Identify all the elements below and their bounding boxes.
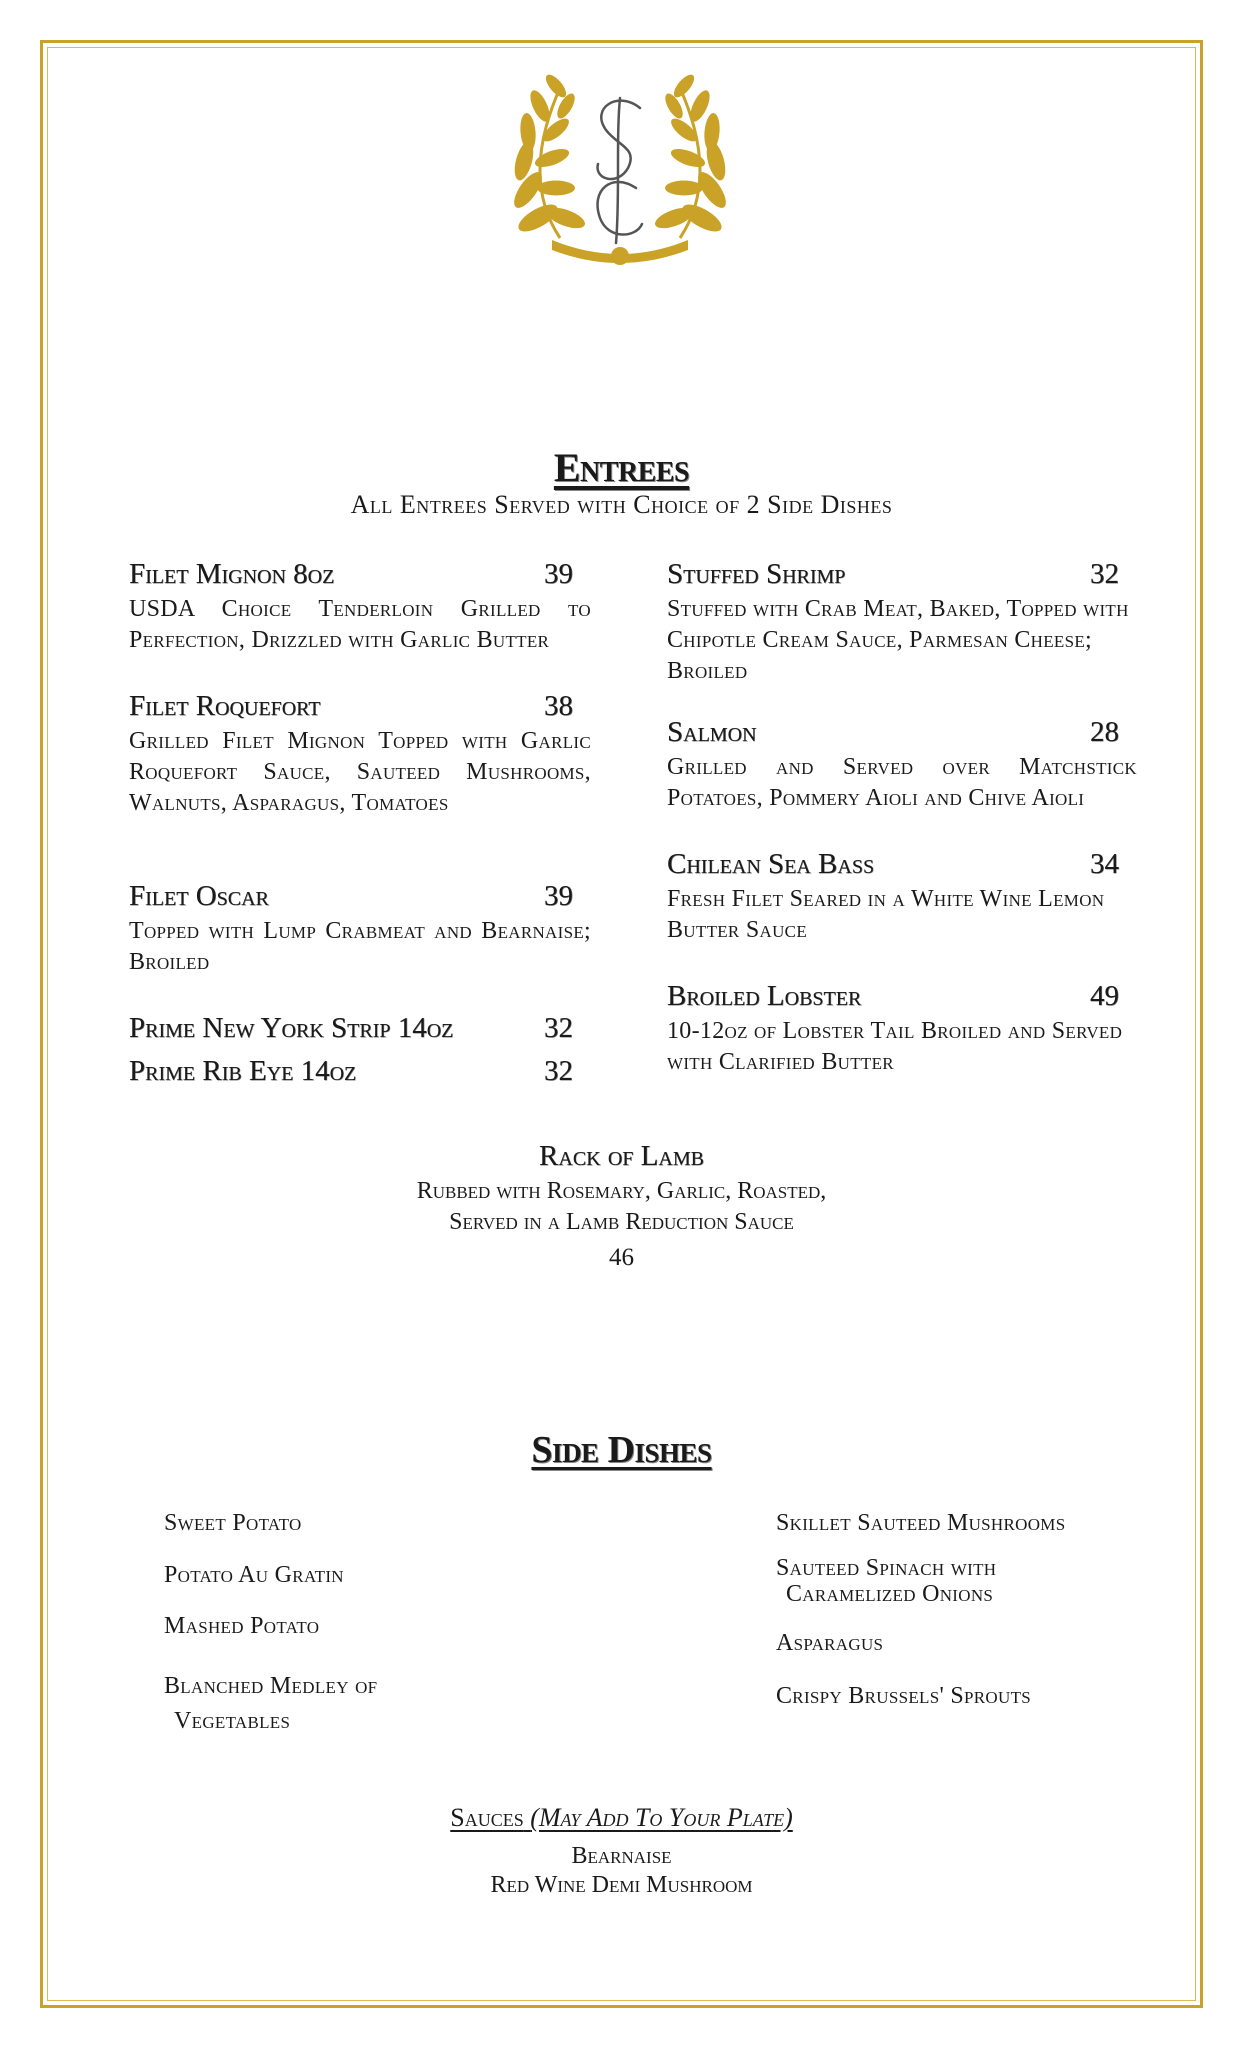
entree-item [667,848,1137,946]
entree-price: 32 [544,1012,573,1044]
side-dish-label: Blanched Medley of [164,1673,378,1699]
side-dish-label: Asparagus [776,1630,884,1656]
featured-entree-desc-line1: Rubbed with Rosemary, Garlic, Roasted, [416,1178,827,1204]
featured-entree-name: Rack of Lamb [539,1140,704,1172]
sauce-item: Bearnaise [571,1843,672,1869]
laurel-wreath-monogram-icon [490,68,750,288]
entree-price: 32 [544,1055,573,1087]
side-dish-label-cont: Caramelized Onions [786,1581,994,1607]
entree-price: 28 [1090,716,1119,748]
sauces-heading [0,1803,1243,1833]
entree-name: Prime New York Strip 14oz [129,1012,454,1044]
side-dish-label: Sauteed Spinach with [776,1555,997,1581]
side-dish-item [164,1669,377,1739]
entree-name: Filet Oscar [129,880,269,912]
side-dish-item [776,1555,996,1607]
entree-description: 10-12oz of Lobster Tail Broiled and Served with Clarified Butter [667,1018,1123,1075]
side-dish-item [164,1510,302,1536]
sauce-item: Red Wine Demi Mushroom [490,1872,753,1898]
side-dish-label-cont: Vegetables [174,1708,291,1734]
entree-item [129,558,591,656]
entree-name: Prime Rib Eye 14oz [129,1055,357,1087]
entree-name: Salmon [667,716,757,748]
side-dish-label: Sweet Potato [164,1510,302,1536]
entree-item [667,716,1137,814]
side-dish-item [164,1613,319,1639]
side-dish-item [776,1683,1031,1709]
side-dish-item [164,1562,344,1588]
side-dish-item [776,1510,1065,1536]
entree-price: 39 [544,880,573,912]
side-dish-label: Potato Au Gratin [164,1562,344,1588]
entree-item [129,1055,591,1091]
entree-description: USDA Choice Tenderloin Grilled to Perfection, Drizzled with Garlic Butter [129,596,591,653]
entree-item [129,880,591,978]
side-dishes-title: Side Dishes [531,1429,712,1471]
entree-description: Topped with Lump Crabmeat and Bearnaise; Broiled [129,918,591,975]
entrees-title: Entrees [553,445,690,490]
entree-price: 49 [1090,980,1119,1012]
side-dish-label: Crispy Brussels' Sprouts [776,1683,1032,1709]
entree-name: Filet Roquefort [129,690,321,722]
entree-name: Filet Mignon 8oz [129,558,335,590]
sauces-label: Sauces [450,1803,524,1832]
entree-description: Fresh Filet Seared in a White Wine Lemon Butter Sauce [667,886,1105,943]
entree-price: 34 [1090,848,1119,880]
entree-item [667,558,1137,687]
entree-price: 38 [544,690,573,722]
entree-item [667,980,1137,1078]
entree-name: Broiled Lobster [667,980,862,1012]
featured-entree-desc-line2: Served in a Lamb Reduction Sauce [449,1209,794,1235]
side-dish-item [776,1630,883,1656]
sauces-note: (May Add To Your Plate) [530,1803,793,1832]
entree-description: Grilled Filet Mignon Topped with Garlic Roquefort Sauce, Sauteed Mushrooms, Walnuts, Asparagus, Tomatoes [129,728,591,816]
entrees-subtitle: All Entrees Served with Choice of 2 Side Dishes [350,490,893,519]
entree-item [129,1012,591,1048]
entree-name: Stuffed Shrimp [667,558,846,590]
side-dish-label: Skillet Sauteed Mushrooms [776,1510,1066,1536]
side-dish-label: Mashed Potato [164,1613,320,1639]
featured-entree-price: 46 [609,1244,634,1271]
entree-description: Stuffed with Crab Meat, Baked, Topped with Chipotle Cream Sauce, Parmesan Cheese; Broiled [667,596,1129,684]
entree-description: Grilled and Served over Matchstick Potatoes, Pommery Aioli and Chive Aioli [667,754,1137,811]
entree-name: Chilean Sea Bass [667,848,875,880]
entree-price: 39 [544,558,573,590]
entree-item [129,690,591,819]
entree-price: 32 [1090,558,1119,590]
